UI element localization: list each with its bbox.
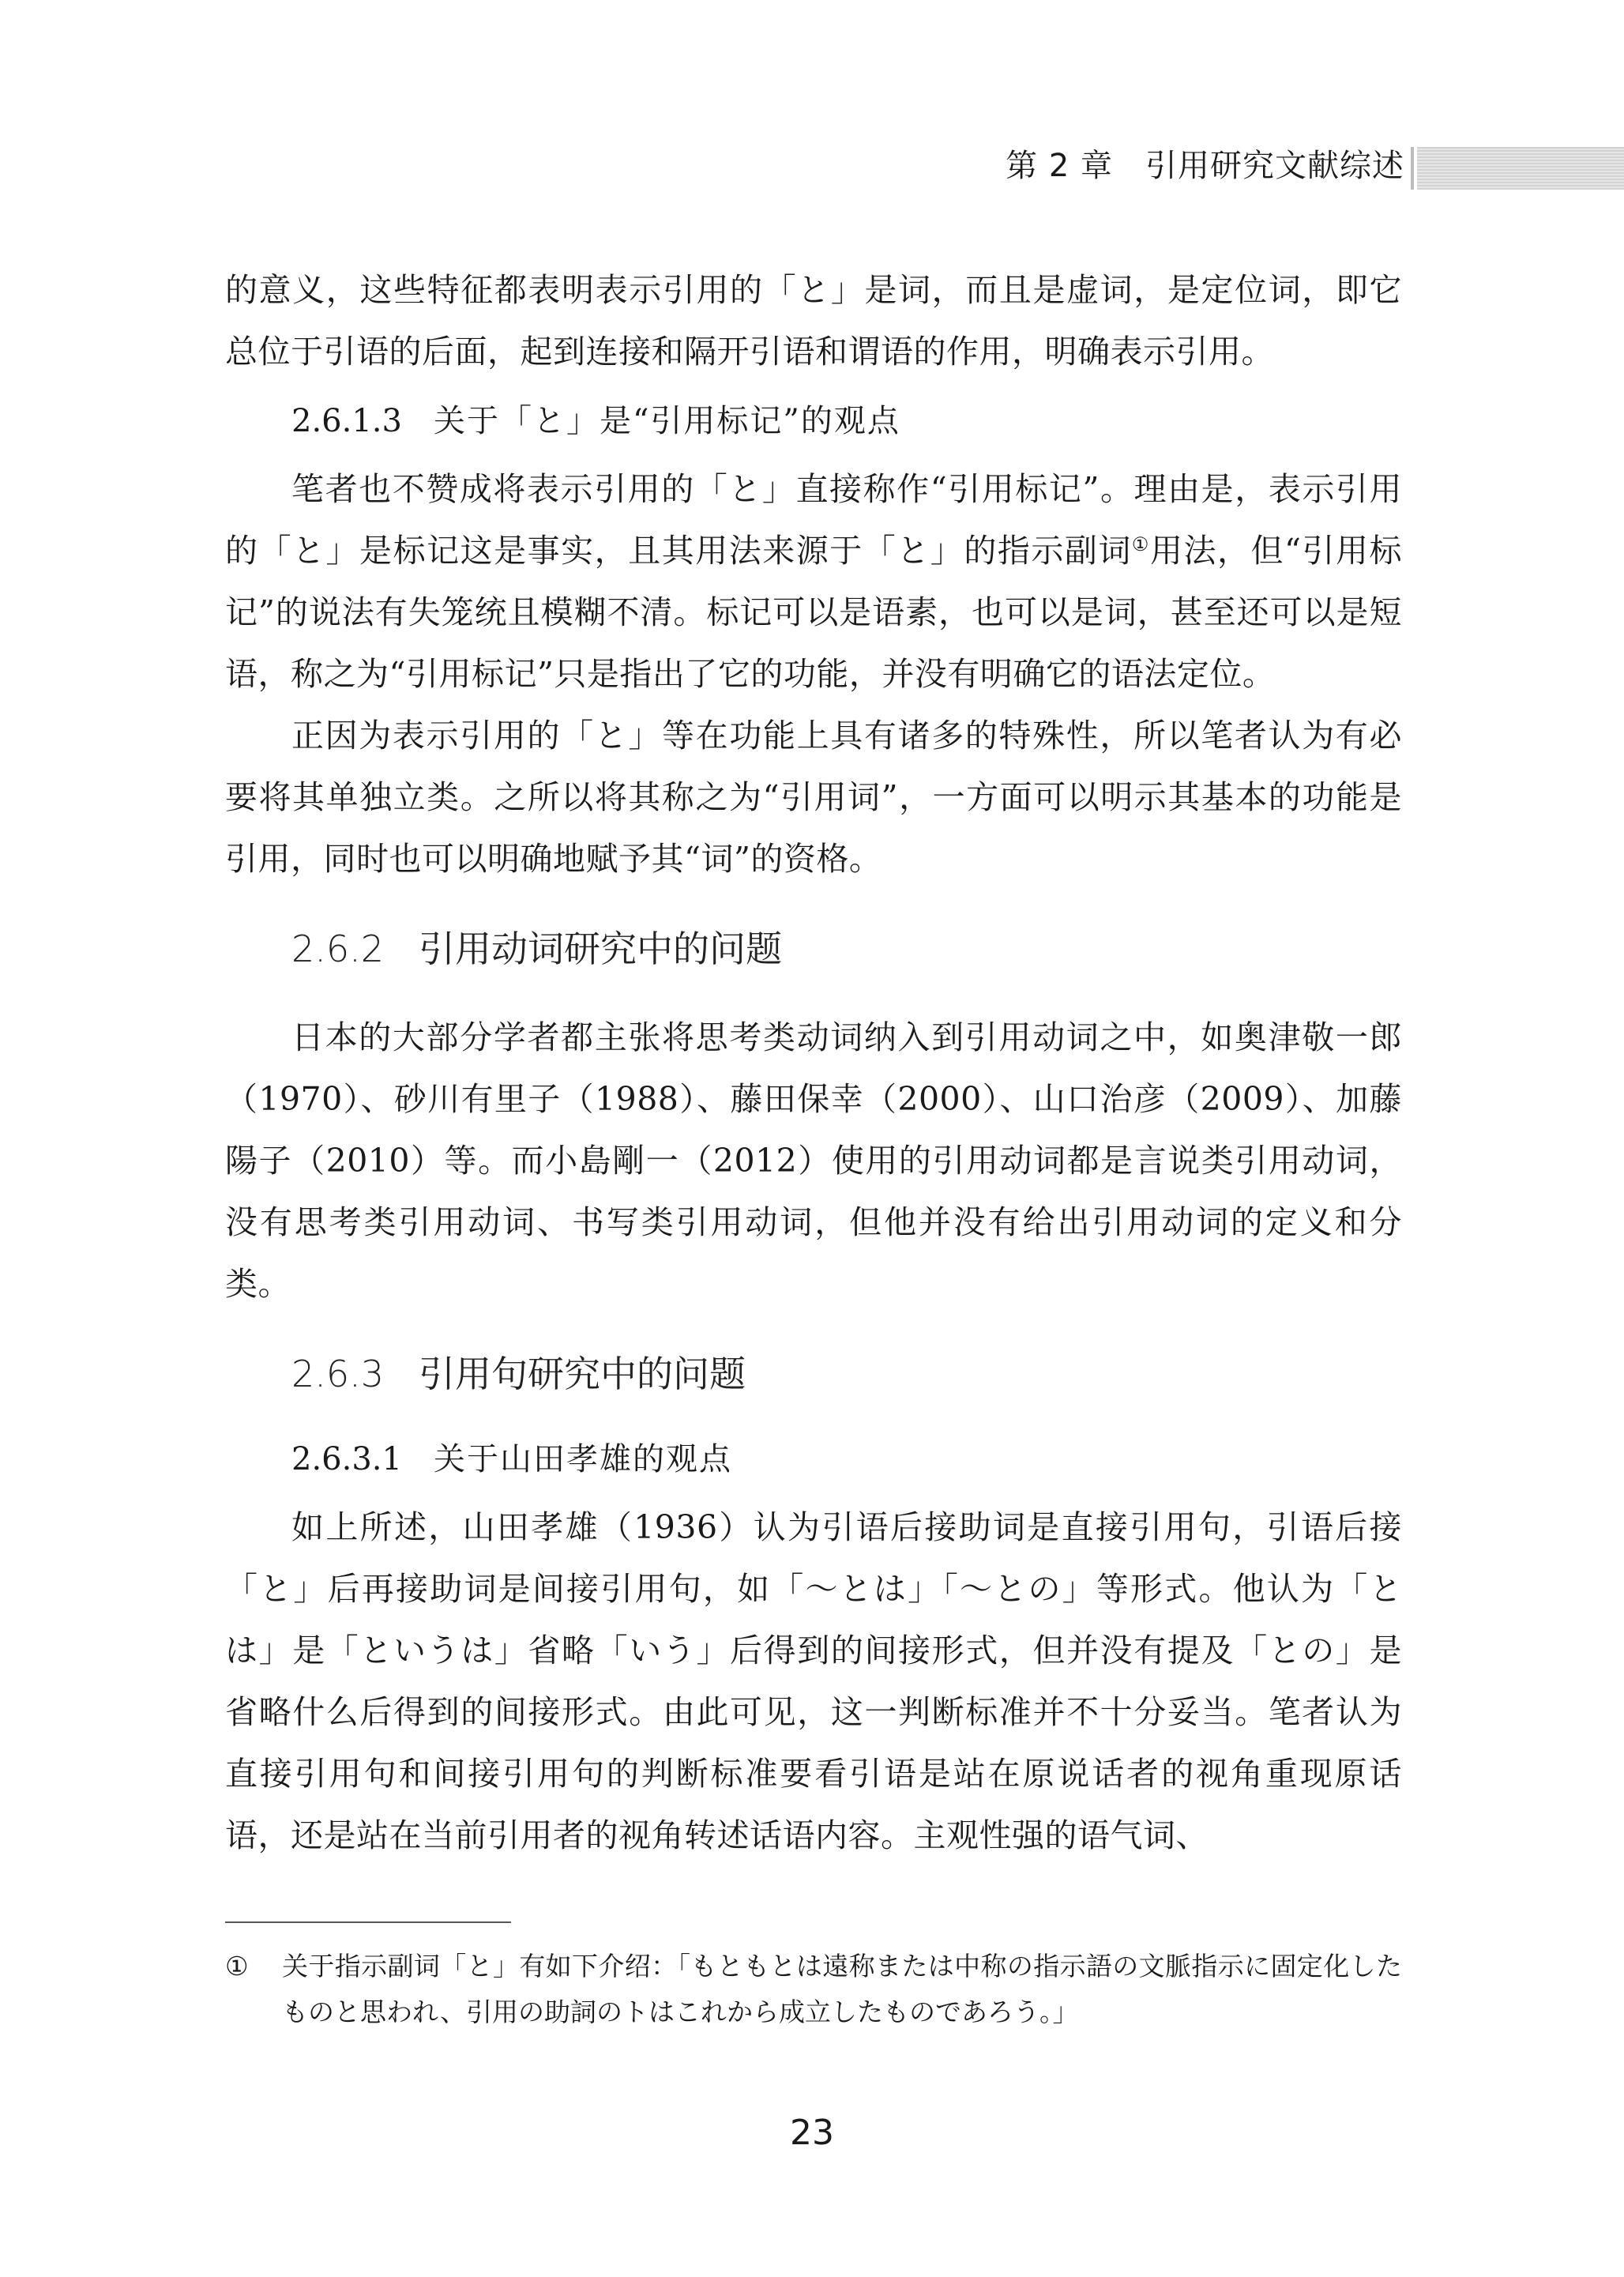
main-text: [225, 259, 1402, 1866]
footnote-mark: ①: [225, 1951, 249, 1982]
header-decoration-bar: [1417, 147, 1624, 190]
paragraph-text: 用法，但“引用标记”的说法有失笼统且模糊不清。标记可以是语素，也可以是词，甚至还可以是短语，称之为“引用标记”只是指出了它的功能，并没有明确它的语法定位。: [225, 532, 1403, 693]
subsection-number: 2.6.3.1: [291, 1441, 402, 1477]
paragraph-continued: 的意义，这些特征都表明表示引用的「と」是词，而且是虚词，是定位词，即它总位于引语的后面，起到连接和隔开引语和谓语的作用，明确表示引用。: [225, 271, 1402, 371]
running-header: 第 2 章 引用研究文献综述: [1006, 148, 1404, 184]
page-number: 23: [790, 2113, 834, 2153]
section-number: 2.6.3: [291, 1353, 385, 1395]
footnote: [225, 1944, 1402, 2035]
subsection-title: 关于山田孝雄的观点: [433, 1441, 732, 1477]
paragraph-text: 笔者也不赞成将表示引用的「と」直接称作“引用标记”。理由是，表示引用的「と」是标记这是事实，且其用法来源于「と」的指示副词: [225, 470, 1402, 570]
footnote-reference[interactable]: ①: [1131, 533, 1150, 555]
paragraph-quote-word: 正因为表示引用的「と」等在功能上具有诸多的特殊性，所以笔者认为有必要将其单独立类。之所以将其称之为“引用词”，一方面可以明示其基本的功能是引用，同时也可以明确地赋予其“词”的资格。: [225, 717, 1402, 878]
paragraph-quote-verbs: 日本的大部分学者都主张将思考类动词纳入到引用动词之中，如奥津敬一郎（1970）、砂川有里子（1988）、藤田保幸（2000）、山口治彦（2009）、加藤陽子（2010）等。而小島剛一（2012）使用的引用动词都是言说类引用动词，没有思考类引用动词、书写类引用动词，但他并没有给出引用动词的定义和分类。: [225, 1018, 1402, 1303]
subsection-number: 2.6.1.3: [291, 403, 402, 439]
subsection-heading-2-6-3-1: [291, 1432, 1402, 1487]
subsection-heading-2-6-1-3: [291, 393, 1402, 449]
section-heading-2-6-3: [291, 1346, 1402, 1402]
header-divider: [1411, 147, 1414, 190]
paragraph-quote-marker: [225, 458, 1402, 705]
section-title: 引用动词研究中的问题: [419, 928, 783, 970]
subsection-title: 关于「と」是“引用标记”的观点: [433, 403, 900, 439]
section-number: 2.6.2: [291, 928, 385, 970]
section-title: 引用句研究中的问题: [419, 1353, 746, 1395]
footnote-text: 关于指示副词「と」有如下介绍：「もともとは遠称または中称の指示語の文脈指示に固定化したものと思われ、引用の助詞のトはこれから成立したものであろう。」: [282, 1951, 1402, 2027]
section-heading-2-6-2: [291, 921, 1402, 977]
footnote-separator: [225, 1921, 511, 1923]
paragraph-yamada: 如上所述，山田孝雄（1936）认为引语后接助词是直接引用句，引语后接「と」后再接助词是间接引用句，如「～とは」「～との」等形式。他认为「とは」是「というは」省略「いう」后得到的间接形式，但并没有提及「との」是省略什么后得到的间接形式。由此可见，这一判断标准并不十分妥当。笔者认为直接引用句和间接引用句的判断标准要看引语是站在原说话者的视角重现原话语，还是站在当前引用者的视角转述话语内容。主观性强的语气词、: [225, 1508, 1402, 1854]
